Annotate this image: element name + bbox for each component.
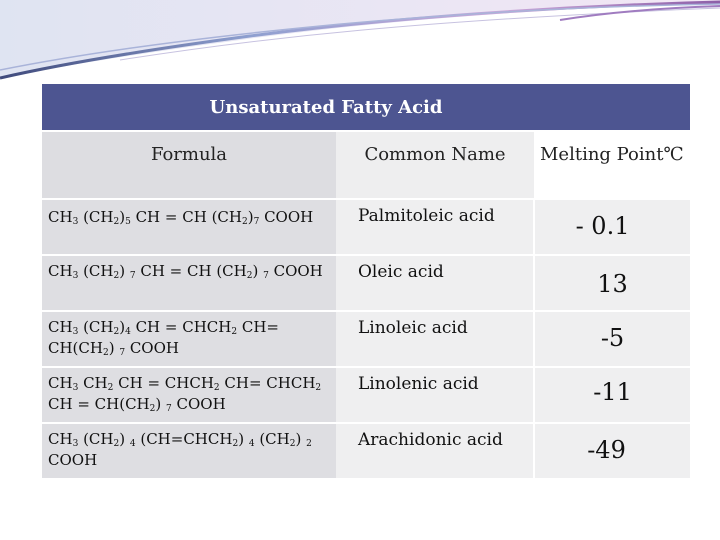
table-header-row xyxy=(42,131,690,199)
formula-subscript: 2 xyxy=(241,217,248,227)
formula-subscript: 2 xyxy=(289,439,296,449)
formula-subscript: 3 xyxy=(72,271,79,281)
formula-subscript: 2 xyxy=(107,383,114,393)
header-melting-point: Melting Point℃ xyxy=(534,131,690,199)
common-name-cell: Oleic acid xyxy=(336,255,534,311)
header-formula: Formula xyxy=(42,131,336,199)
formula-text: ) xyxy=(119,262,130,280)
formula-subscript: 2 xyxy=(113,271,120,281)
formula-text: COOH xyxy=(125,338,179,357)
formula-text: CH= CHCH xyxy=(219,374,316,392)
melting-point-value: -11 xyxy=(593,378,632,406)
formula-text: CH xyxy=(48,262,73,280)
fatty-acid-table-container xyxy=(42,84,690,478)
formula-text: (CH xyxy=(78,262,114,280)
formula-text: (CH xyxy=(78,208,114,226)
formula-subscript: 2 xyxy=(113,439,120,449)
formula-subscript: 2 xyxy=(315,383,322,393)
formula-text: CH = CHCH xyxy=(130,318,232,336)
formula-subscript: 7 xyxy=(166,403,172,414)
formula-text: COOH xyxy=(268,262,323,280)
formula-text: CH xyxy=(48,318,73,336)
formula-text: ) xyxy=(295,430,307,448)
formula-subscript: 7 xyxy=(263,271,269,281)
table-title-row xyxy=(42,84,690,131)
formula-text: (CH xyxy=(254,430,290,448)
melting-point-cell xyxy=(534,255,690,311)
melting-point-cell xyxy=(534,367,690,423)
formula-cell xyxy=(42,255,336,311)
header-common-name: Common Name xyxy=(336,131,534,199)
melting-point-value: -5 xyxy=(600,324,625,352)
formula-subscript: 2 xyxy=(232,439,239,449)
formula-text: CH = CH(CH xyxy=(48,394,150,413)
common-name-cell: Linoleic acid xyxy=(336,311,534,367)
formula-subscript: 4 xyxy=(125,327,131,337)
formula-text: CH xyxy=(48,208,73,226)
formula-subscript: 2 xyxy=(113,217,120,227)
table-row xyxy=(42,367,690,423)
formula-text: (CH xyxy=(78,318,114,336)
table-title: Unsaturated Fatty Acid xyxy=(42,84,690,131)
table-row xyxy=(42,311,690,367)
table-row xyxy=(42,199,690,255)
formula-text: CH xyxy=(78,374,108,392)
formula-text: COOH xyxy=(171,394,226,413)
formula-text: CH = CH (CH xyxy=(135,262,247,280)
formula-text: ) xyxy=(252,262,264,280)
formula-text: ) xyxy=(155,394,166,413)
formula-text: (CH=CHCH xyxy=(135,430,233,448)
formula-subscript: 5 xyxy=(125,217,131,227)
common-name-cell: Linolenic acid xyxy=(336,367,534,423)
formula-text: CH = CH (CH xyxy=(130,208,242,226)
formula-subscript: 2 xyxy=(113,327,120,337)
formula-subscript: 4 xyxy=(129,439,136,449)
formula-cell xyxy=(42,311,336,367)
formula-text: CH xyxy=(48,374,73,392)
melting-point-cell xyxy=(534,423,690,478)
formula-text: CH xyxy=(48,430,73,448)
formula-subscript: 3 xyxy=(72,217,79,227)
common-name-cell: Palmitoleic acid xyxy=(336,199,534,255)
formula-subscript: 7 xyxy=(119,347,126,358)
fatty-acid-table xyxy=(42,84,690,478)
melting-point-value: -49 xyxy=(587,436,626,464)
formula-text: ) xyxy=(119,318,126,336)
melting-point-value: - 0.1 xyxy=(575,212,630,240)
formula-text: CH = CHCH xyxy=(113,374,214,392)
formula-subscript: 2 xyxy=(231,327,238,337)
formula-text: ) xyxy=(119,430,130,448)
formula-text: COOH xyxy=(259,208,314,226)
formula-subscript: 3 xyxy=(72,383,79,393)
formula-cell xyxy=(42,367,336,423)
melting-point-cell xyxy=(534,199,690,255)
formula-text: ) xyxy=(247,208,254,226)
formula-subscript: 7 xyxy=(253,217,260,227)
decorative-swoosh-header xyxy=(0,0,720,90)
formula-text: ) xyxy=(119,208,126,226)
formula-subscript: 3 xyxy=(72,327,79,337)
formula-text: ) xyxy=(238,430,249,448)
table-row xyxy=(42,423,690,478)
common-name-cell: Arachidonic acid xyxy=(336,423,534,478)
formula-subscript: 3 xyxy=(72,439,79,449)
formula-text: COOH xyxy=(48,450,98,469)
melting-point-value: 13 xyxy=(597,270,628,298)
formula-subscript: 2 xyxy=(102,347,109,358)
formula-cell xyxy=(42,423,336,478)
formula-text: ) xyxy=(108,338,120,357)
formula-text: CH= CH(CH xyxy=(48,318,279,357)
formula-subscript: 4 xyxy=(248,439,255,449)
formula-text: (CH xyxy=(78,430,114,448)
formula-cell xyxy=(42,199,336,255)
formula-subscript: 2 xyxy=(306,439,312,449)
formula-subscript: 2 xyxy=(149,403,156,414)
formula-subscript: 2 xyxy=(246,271,253,281)
melting-point-cell xyxy=(534,311,690,367)
formula-subscript: 2 xyxy=(213,383,220,393)
formula-subscript: 7 xyxy=(129,271,136,281)
table-row xyxy=(42,255,690,311)
